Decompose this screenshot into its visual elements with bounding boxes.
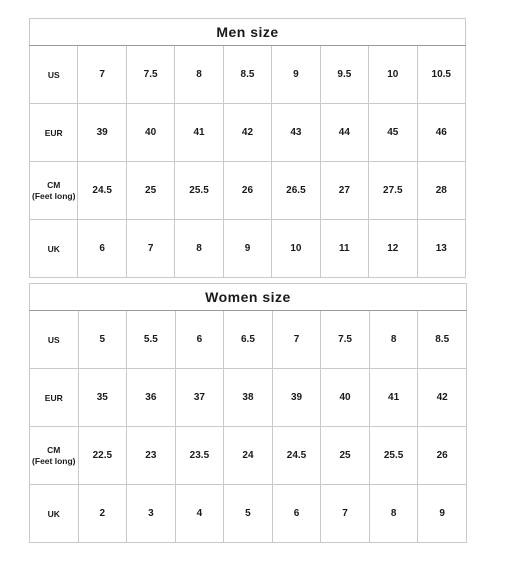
size-cell: 26.5 [272,162,320,220]
row-label: (Feet long) [32,455,76,466]
size-cell: 9 [223,220,271,278]
size-cell: 40 [321,369,370,427]
size-cell: 25.5 [175,162,223,220]
size-cell: 42 [223,104,271,162]
size-cell: 43 [272,104,320,162]
row-label: US [47,334,60,345]
size-cell: 37 [175,369,224,427]
table-row [30,311,467,369]
size-cell: 24.5 [78,162,126,220]
size-cell: 2 [78,485,127,543]
size-cell: 6.5 [224,311,273,369]
size-cell: 45 [369,104,417,162]
size-cell: 4 [175,485,224,543]
size-cell: 12 [369,220,417,278]
size-cell: 8.5 [223,46,271,104]
men-title-row [30,19,466,46]
size-cell: 28 [417,162,466,220]
table-row [30,485,467,543]
size-cell: 13 [417,220,466,278]
size-cell: 7 [126,220,174,278]
size-cell: 5 [78,311,127,369]
size-cell: 41 [175,104,223,162]
size-cell: 25 [321,427,370,485]
size-cell: 23.5 [175,427,224,485]
size-cell: 38 [224,369,273,427]
women-size-body [30,311,467,543]
row-label: US [47,69,60,80]
row-label: (Feet long) [31,190,76,201]
men-size-body [30,46,466,278]
size-cell: 25.5 [369,427,418,485]
row-label-cell [30,220,78,278]
size-cell: 8 [175,46,223,104]
row-label: CM [47,179,61,190]
size-cell: 24 [224,427,273,485]
size-cell: 42 [418,369,467,427]
men-size-title: Men size [30,19,466,46]
size-cell: 8 [369,485,418,543]
size-cell: 10 [369,46,417,104]
size-cell: 10.5 [417,46,466,104]
size-cell: 41 [369,369,418,427]
men-size-table [29,18,466,278]
size-cell: 6 [78,220,126,278]
table-row [30,427,467,485]
size-cell: 5 [224,485,273,543]
size-cell: 7.5 [321,311,370,369]
row-label-cell [30,427,79,485]
row-label-cell [30,369,79,427]
size-cell: 11 [320,220,368,278]
size-cell: 8 [369,311,418,369]
size-cell: 5.5 [127,311,176,369]
size-cell: 9 [272,46,320,104]
table-row [30,104,466,162]
size-cell: 27 [320,162,368,220]
size-cell: 40 [126,104,174,162]
size-cell: 44 [320,104,368,162]
size-cell: 9 [418,485,467,543]
row-label-cell [30,104,78,162]
size-cell: 7 [321,485,370,543]
size-cell: 10 [272,220,320,278]
women-title-row [30,284,467,311]
row-label: EUR [44,127,63,138]
row-label-cell [30,485,79,543]
row-label: UK [47,508,60,519]
size-cell: 46 [417,104,466,162]
size-cell: 6 [272,485,321,543]
size-cell: 26 [223,162,271,220]
women-size-table [29,283,467,543]
women-size-title: Women size [30,284,467,311]
size-cell: 7.5 [126,46,174,104]
row-label-cell [30,46,78,104]
size-cell: 24.5 [272,427,321,485]
size-cell: 7 [272,311,321,369]
size-cell: 22.5 [78,427,127,485]
table-row [30,369,467,427]
table-row [30,162,466,220]
row-label: EUR [44,392,63,403]
size-cell: 7 [78,46,126,104]
size-cell: 3 [127,485,176,543]
size-cell: 6 [175,311,224,369]
table-row [30,220,466,278]
size-cell: 27.5 [369,162,417,220]
table-row [30,46,466,104]
row-label: UK [47,243,60,254]
size-cell: 39 [272,369,321,427]
size-cell: 8 [175,220,223,278]
row-label: CM [47,444,61,455]
size-cell: 8.5 [418,311,467,369]
row-label-cell [30,311,79,369]
size-cell: 39 [78,104,126,162]
size-cell: 36 [127,369,176,427]
size-cell: 26 [418,427,467,485]
size-cell: 23 [127,427,176,485]
row-label-cell [30,162,78,220]
size-cell: 9.5 [320,46,368,104]
size-cell: 35 [78,369,127,427]
size-cell: 25 [126,162,174,220]
